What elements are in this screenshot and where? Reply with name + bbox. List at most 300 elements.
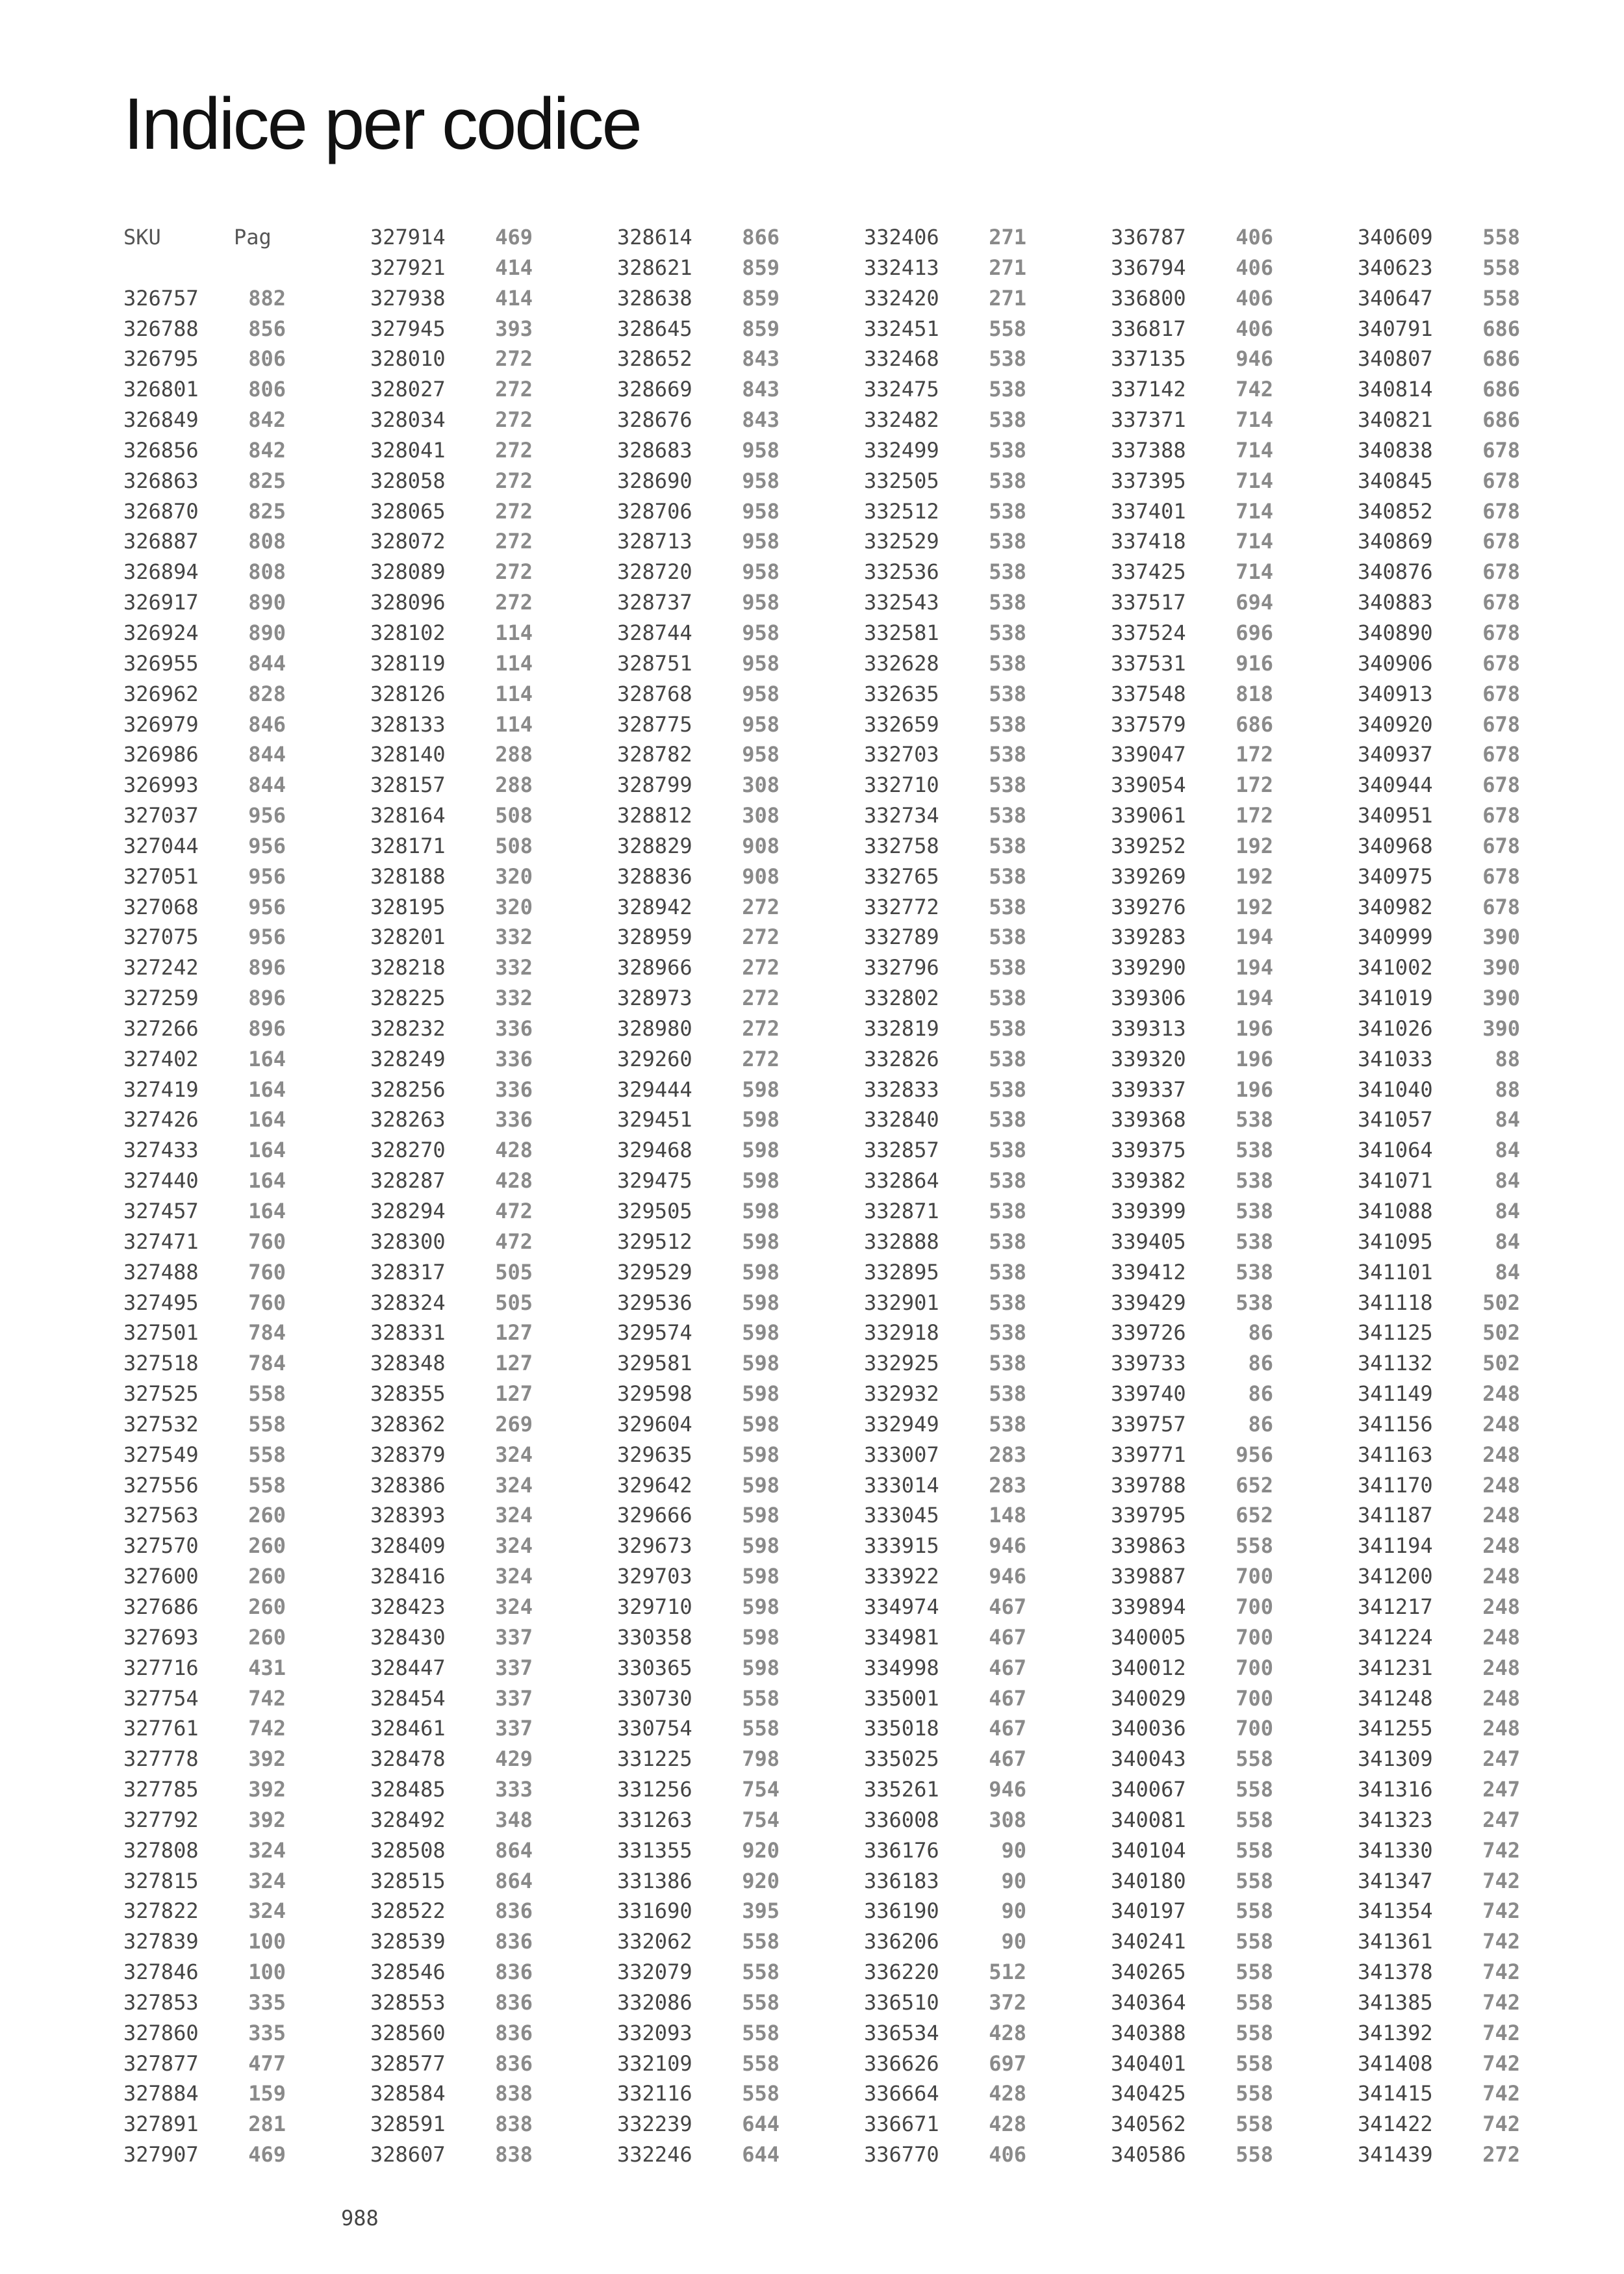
index-row xyxy=(370,648,533,679)
sku-code: 327877 xyxy=(123,2050,199,2076)
page-ref: 859 xyxy=(742,316,780,341)
page-ref: 164 xyxy=(248,1138,286,1163)
page-ref: 538 xyxy=(1236,1229,1273,1254)
page-ref: 742 xyxy=(1236,377,1273,402)
page-ref: 469 xyxy=(495,225,533,249)
sku-code: 327563 xyxy=(123,1503,199,1528)
page-ref: 324 xyxy=(495,1533,533,1559)
sku-code: 329529 xyxy=(617,1259,692,1284)
sku-code: 328676 xyxy=(617,407,692,433)
page-ref: 272 xyxy=(495,468,533,493)
index-row xyxy=(1111,1227,1273,1257)
sku-code: 327457 xyxy=(123,1199,199,1223)
sku-code: 326757 xyxy=(123,285,199,311)
page-ref: 678 xyxy=(1482,803,1520,828)
sku-code: 328294 xyxy=(370,1199,446,1223)
index-row xyxy=(617,2049,780,2079)
page-header: Pag xyxy=(234,225,272,249)
page-ref: 324 xyxy=(248,1868,286,1893)
page-ref: 90 xyxy=(1001,1837,1026,1863)
page-ref: 844 xyxy=(248,650,286,676)
index-row xyxy=(123,1044,286,1075)
index-row xyxy=(617,618,780,648)
sku-code: 341316 xyxy=(1358,1777,1433,1802)
sku-code: 332116 xyxy=(617,2081,692,2106)
index-row xyxy=(1358,1896,1520,1926)
page-ref: 538 xyxy=(989,1229,1026,1254)
sku-code: 332512 xyxy=(864,498,939,524)
sku-code: 328607 xyxy=(370,2142,446,2167)
page-ref: 714 xyxy=(1236,407,1273,433)
index-row xyxy=(1111,1835,1273,1866)
index-row xyxy=(1358,405,1520,435)
index-row xyxy=(370,1622,533,1653)
sku-code: 328799 xyxy=(617,773,692,798)
page-ref: 192 xyxy=(1236,863,1273,889)
sku-code: 327938 xyxy=(370,285,446,311)
index-row xyxy=(617,344,780,374)
index-row xyxy=(1111,344,1273,374)
index-row xyxy=(370,1379,533,1409)
index-row xyxy=(617,1075,780,1105)
index-row xyxy=(370,1348,533,1379)
page-ref: 406 xyxy=(989,2142,1026,2167)
index-row xyxy=(123,466,286,496)
page-ref: 90 xyxy=(1001,1929,1026,1954)
index-row xyxy=(617,770,780,800)
index-row xyxy=(370,1166,533,1196)
page-ref: 288 xyxy=(495,773,533,798)
page-ref: 806 xyxy=(248,346,286,372)
index-row xyxy=(1358,618,1520,648)
page-ref: 700 xyxy=(1236,1564,1273,1589)
index-row xyxy=(617,1896,780,1926)
page-ref: 194 xyxy=(1236,986,1273,1011)
sku-code: 328201 xyxy=(370,925,446,950)
page-ref: 192 xyxy=(1236,833,1273,858)
page-ref: 714 xyxy=(1236,468,1273,493)
sku-code: 328720 xyxy=(617,559,692,585)
sku-code: 340982 xyxy=(1358,894,1433,919)
page-ref: 864 xyxy=(495,1868,533,1893)
index-row xyxy=(1358,283,1520,314)
page-ref: 248 xyxy=(1482,1411,1520,1437)
page-ref: 598 xyxy=(742,1503,780,1528)
page-ref: 428 xyxy=(989,2081,1026,2106)
sku-code: 340104 xyxy=(1111,1837,1186,1863)
sku-code: 336176 xyxy=(864,1837,939,1863)
page-ref: 324 xyxy=(495,1503,533,1528)
page-ref: 808 xyxy=(248,529,286,554)
index-row xyxy=(1358,314,1520,344)
index-row xyxy=(123,1835,286,1866)
page-ref: 247 xyxy=(1482,1777,1520,1802)
sku-code: 327570 xyxy=(123,1533,199,1559)
index-row xyxy=(123,283,286,314)
sku-code: 327501 xyxy=(123,1320,199,1346)
sku-code: 328751 xyxy=(617,650,692,676)
sku-code: 326795 xyxy=(123,346,199,372)
page-ref: 598 xyxy=(742,1533,780,1559)
index-row xyxy=(617,466,780,496)
page-ref: 127 xyxy=(495,1351,533,1376)
index-row xyxy=(370,2109,533,2140)
page-ref: 558 xyxy=(1236,1746,1273,1772)
sku-code: 328614 xyxy=(617,225,692,249)
sku-code: 340937 xyxy=(1358,742,1433,767)
sku-code: 328775 xyxy=(617,711,692,737)
sku-code: 327846 xyxy=(123,1960,199,1985)
index-row xyxy=(370,587,533,618)
sku-code: 341200 xyxy=(1358,1564,1433,1589)
sku-code: 329635 xyxy=(617,1442,692,1467)
sku-code: 332451 xyxy=(864,316,939,341)
sku-code: 328041 xyxy=(370,437,446,463)
index-row xyxy=(1111,1166,1273,1196)
index-row xyxy=(864,405,1026,435)
page-ref: 538 xyxy=(1236,1107,1273,1132)
page-ref: 324 xyxy=(248,1898,286,1924)
index-row xyxy=(1358,374,1520,405)
index-row xyxy=(1111,1683,1273,1714)
index-row xyxy=(123,648,286,679)
index-row xyxy=(1111,526,1273,557)
sku-code: 337142 xyxy=(1111,377,1186,402)
index-row xyxy=(1358,1744,1520,1774)
index-row xyxy=(123,1075,286,1105)
page-ref: 272 xyxy=(495,559,533,585)
sku-code: 332468 xyxy=(864,346,939,372)
page-ref: 958 xyxy=(742,529,780,554)
sku-code: 341309 xyxy=(1358,1746,1433,1772)
page-ref: 272 xyxy=(495,437,533,463)
index-row xyxy=(617,405,780,435)
page-ref: 958 xyxy=(742,711,780,737)
index-row xyxy=(123,1653,286,1683)
page-ref: 392 xyxy=(248,1777,286,1802)
index-row xyxy=(1111,1379,1273,1409)
page-ref: 859 xyxy=(742,255,780,280)
page-ref: 836 xyxy=(495,1898,533,1924)
sku-code: 328782 xyxy=(617,742,692,767)
index-row xyxy=(370,374,533,405)
index-row xyxy=(1111,1653,1273,1683)
index-row xyxy=(617,892,780,923)
page-ref: 272 xyxy=(495,346,533,372)
sku-code: 327785 xyxy=(123,1777,199,1802)
index-row xyxy=(864,1166,1026,1196)
sku-code: 326801 xyxy=(123,377,199,402)
index-row xyxy=(123,1135,286,1166)
page-ref: 467 xyxy=(989,1655,1026,1680)
index-row xyxy=(1111,435,1273,466)
page-ref: 838 xyxy=(495,2081,533,2106)
index-row xyxy=(370,222,533,253)
page-ref: 678 xyxy=(1482,590,1520,615)
index-row xyxy=(370,1227,533,1257)
index-row xyxy=(370,892,533,923)
sku-index-table xyxy=(0,222,1624,2171)
page-ref: 828 xyxy=(248,681,286,706)
index-row xyxy=(1111,1561,1273,1592)
sku-code: 339054 xyxy=(1111,773,1186,798)
page-ref: 696 xyxy=(1236,620,1273,645)
sku-code: 340609 xyxy=(1358,225,1433,249)
index-row xyxy=(864,1713,1026,1744)
index-row xyxy=(1358,1318,1520,1348)
index-row xyxy=(1111,1744,1273,1774)
index-row xyxy=(617,1926,780,1957)
sku-code: 336534 xyxy=(864,2020,939,2045)
index-row xyxy=(1358,587,1520,618)
page-ref: 818 xyxy=(1236,681,1273,706)
page-ref: 920 xyxy=(742,1868,780,1893)
sku-code: 332109 xyxy=(617,2050,692,2076)
sku-code: 328218 xyxy=(370,955,446,980)
page-ref: 505 xyxy=(495,1259,533,1284)
page-ref: 558 xyxy=(742,1989,780,2015)
sku-code: 328744 xyxy=(617,620,692,645)
page-ref: 714 xyxy=(1236,437,1273,463)
index-row xyxy=(1111,1318,1273,1348)
index-row xyxy=(370,314,533,344)
page-ref: 678 xyxy=(1482,711,1520,737)
page-ref: 678 xyxy=(1482,468,1520,493)
sku-code: 330754 xyxy=(617,1716,692,1741)
index-row xyxy=(370,831,533,862)
page-ref: 958 xyxy=(742,498,780,524)
index-row xyxy=(1358,800,1520,831)
page-ref: 308 xyxy=(989,1807,1026,1832)
index-row xyxy=(617,983,780,1014)
page-ref: 248 xyxy=(1482,1442,1520,1467)
sku-code: 327945 xyxy=(370,316,446,341)
sku-code: 336008 xyxy=(864,1807,939,1832)
sku-code: 332659 xyxy=(864,711,939,737)
sku-code: 328652 xyxy=(617,346,692,372)
sku-code: 327037 xyxy=(123,803,199,828)
index-row xyxy=(123,739,286,770)
sku-code: 327891 xyxy=(123,2112,199,2137)
sku-code: 335018 xyxy=(864,1716,939,1741)
index-row xyxy=(864,1075,1026,1105)
index-row xyxy=(1358,2018,1520,2049)
sku-code: 328287 xyxy=(370,1168,446,1194)
page-ref: 558 xyxy=(1236,2112,1273,2137)
index-row xyxy=(617,1653,780,1683)
page-ref: 836 xyxy=(495,2020,533,2045)
sku-code: 332079 xyxy=(617,1960,692,1985)
sku-code: 336626 xyxy=(864,2050,939,2076)
sku-code: 327051 xyxy=(123,863,199,889)
index-row xyxy=(370,922,533,952)
sku-code: 329505 xyxy=(617,1199,692,1223)
sku-header: SKU xyxy=(123,225,161,249)
sku-code: 340067 xyxy=(1111,1777,1186,1802)
sku-code: 332420 xyxy=(864,285,939,311)
index-row xyxy=(1358,2140,1520,2170)
index-row xyxy=(864,1622,1026,1653)
sku-code: 337135 xyxy=(1111,346,1186,372)
index-row xyxy=(123,1957,286,1987)
page-ref: 337 xyxy=(495,1655,533,1680)
index-row xyxy=(617,1348,780,1379)
page-ref: 114 xyxy=(495,681,533,706)
index-row xyxy=(370,1866,533,1897)
page-ref: 958 xyxy=(742,742,780,767)
sku-code: 328508 xyxy=(370,1837,446,1863)
sku-code: 328591 xyxy=(370,2112,446,2137)
index-row xyxy=(1111,222,1273,253)
sku-code: 327044 xyxy=(123,833,199,858)
sku-code: 328195 xyxy=(370,894,446,919)
index-row xyxy=(370,2078,533,2109)
page-ref: 558 xyxy=(248,1381,286,1407)
page-ref: 843 xyxy=(742,407,780,433)
sku-code: 330365 xyxy=(617,1655,692,1680)
index-row xyxy=(1358,709,1520,740)
page-ref: 332 xyxy=(495,955,533,980)
index-row xyxy=(370,862,533,892)
page-ref: 678 xyxy=(1482,894,1520,919)
sku-code: 329703 xyxy=(617,1564,692,1589)
index-row xyxy=(617,2140,780,2170)
index-row xyxy=(370,344,533,374)
index-row xyxy=(1111,1866,1273,1897)
index-row xyxy=(370,952,533,983)
index-row xyxy=(370,1470,533,1501)
sku-code: 332802 xyxy=(864,986,939,1011)
index-row xyxy=(1111,618,1273,648)
sku-code: 340425 xyxy=(1111,2081,1186,2106)
page-ref: 538 xyxy=(989,833,1026,858)
index-row xyxy=(617,1866,780,1897)
index-row xyxy=(617,1622,780,1653)
page-ref: 558 xyxy=(1236,2142,1273,2167)
index-row xyxy=(1111,1957,1273,1987)
index-row xyxy=(617,1227,780,1257)
index-row xyxy=(123,1744,286,1774)
page-ref: 836 xyxy=(495,1989,533,2015)
page-ref: 283 xyxy=(989,1472,1026,1498)
page-ref: 686 xyxy=(1482,316,1520,341)
sku-code: 328126 xyxy=(370,681,446,706)
index-row xyxy=(617,1835,780,1866)
sku-code: 326856 xyxy=(123,437,199,463)
page-ref: 956 xyxy=(248,894,286,919)
index-row xyxy=(1358,1561,1520,1592)
index-row xyxy=(864,862,1026,892)
index-row xyxy=(1111,374,1273,405)
sku-code: 327778 xyxy=(123,1746,199,1772)
index-row xyxy=(864,1653,1026,1683)
page-ref: 836 xyxy=(495,2050,533,2076)
sku-code: 339276 xyxy=(1111,894,1186,919)
sku-code: 326917 xyxy=(123,590,199,615)
sku-code: 332895 xyxy=(864,1259,939,1284)
index-row xyxy=(1111,1470,1273,1501)
index-row xyxy=(864,435,1026,466)
sku-code: 340876 xyxy=(1358,559,1433,585)
index-row xyxy=(864,1470,1026,1501)
index-row xyxy=(370,2018,533,2049)
sku-code: 341118 xyxy=(1358,1290,1433,1315)
index-row xyxy=(864,2018,1026,2049)
index-row xyxy=(123,1926,286,1957)
index-row xyxy=(617,222,780,253)
sku-code: 327808 xyxy=(123,1837,199,1863)
page-ref: 700 xyxy=(1236,1685,1273,1711)
page-ref: 838 xyxy=(495,2112,533,2137)
index-row xyxy=(1358,1835,1520,1866)
index-row xyxy=(864,983,1026,1014)
page-ref: 272 xyxy=(742,1016,780,1041)
index-row xyxy=(370,1683,533,1714)
sku-code: 340869 xyxy=(1358,529,1433,554)
page-ref: 538 xyxy=(989,590,1026,615)
page-ref: 196 xyxy=(1236,1046,1273,1071)
index-row xyxy=(617,557,780,587)
page-ref: 742 xyxy=(1482,2050,1520,2076)
page-ref: 392 xyxy=(248,1807,286,1832)
page-ref: 686 xyxy=(1482,346,1520,372)
sku-code: 329642 xyxy=(617,1472,692,1498)
index-row xyxy=(123,1105,286,1135)
page-ref: 558 xyxy=(1236,2050,1273,2076)
index-row xyxy=(1358,2049,1520,2079)
sku-code: 339061 xyxy=(1111,803,1186,828)
sku-code: 328621 xyxy=(617,255,692,280)
index-column-4 xyxy=(864,222,1026,2170)
sku-code: 339375 xyxy=(1111,1138,1186,1163)
page-ref: 248 xyxy=(1482,1685,1520,1711)
index-row xyxy=(1111,2018,1273,2049)
page-ref: 271 xyxy=(989,285,1026,311)
page-ref: 825 xyxy=(248,498,286,524)
sku-code: 340401 xyxy=(1111,2050,1186,2076)
page-ref: 742 xyxy=(1482,1929,1520,1954)
index-row xyxy=(1358,1500,1520,1531)
page-ref: 678 xyxy=(1482,559,1520,585)
page-ref: 558 xyxy=(742,1929,780,1954)
sku-code: 339788 xyxy=(1111,1472,1186,1498)
sku-code: 336220 xyxy=(864,1960,939,1985)
sku-code: 341439 xyxy=(1358,2142,1433,2167)
sku-code: 340265 xyxy=(1111,1960,1186,1985)
page-ref: 864 xyxy=(495,1837,533,1863)
index-row xyxy=(1358,344,1520,374)
page-ref: 538 xyxy=(989,346,1026,372)
index-row xyxy=(617,2018,780,2049)
page-ref: 283 xyxy=(989,1442,1026,1467)
sku-code: 334974 xyxy=(864,1594,939,1619)
index-row xyxy=(617,1014,780,1044)
page-ref: 164 xyxy=(248,1046,286,1071)
sku-code: 328225 xyxy=(370,986,446,1011)
index-row xyxy=(1358,1866,1520,1897)
index-row xyxy=(617,1257,780,1288)
sku-code: 341385 xyxy=(1358,1989,1433,2015)
index-row xyxy=(370,1561,533,1592)
sku-code: 332635 xyxy=(864,681,939,706)
index-row xyxy=(1358,1683,1520,1714)
page-ref: 467 xyxy=(989,1716,1026,1741)
sku-code: 340180 xyxy=(1111,1868,1186,1893)
sku-code: 329468 xyxy=(617,1138,692,1163)
index-row xyxy=(370,253,533,283)
page-ref: 90 xyxy=(1001,1898,1026,1924)
index-row xyxy=(1358,1957,1520,1987)
